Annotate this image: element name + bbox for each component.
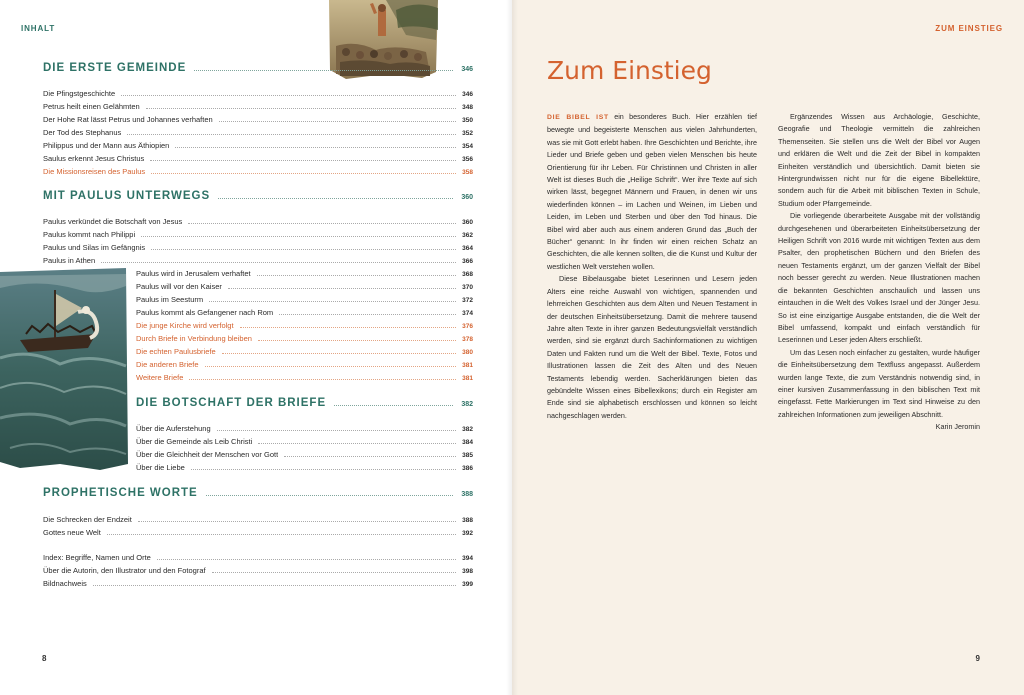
entry-text: Paulus im Seesturm — [136, 295, 204, 304]
entry-text: Petrus heilt einen Gelähmten — [43, 102, 140, 111]
paragraph — [547, 111, 757, 273]
entry-text: Paulus will vor den Kaiser — [136, 282, 222, 291]
leader-dots — [218, 198, 453, 199]
toc-entry[interactable] — [136, 305, 473, 317]
leader-dots — [127, 134, 456, 135]
entry-text: Paulus und Silas im Gefängnis — [43, 243, 146, 252]
author-signature: Karin Jeromin — [935, 422, 980, 432]
leader-dots — [101, 262, 456, 263]
toc-entry[interactable] — [43, 525, 473, 537]
entry-page: 346 — [462, 91, 473, 98]
illustration-ship-storm — [0, 268, 128, 470]
leader-dots — [151, 249, 456, 250]
entry-text: Der Tod des Stephanus — [43, 128, 122, 137]
lead-in: DIE BIBEL IST — [547, 114, 609, 121]
entry-page: 366 — [462, 258, 473, 265]
entry-text: Die Missionsreisen des Paulus — [43, 167, 146, 176]
toc-entry[interactable] — [43, 214, 473, 226]
entry-text: Über die Liebe — [136, 463, 185, 472]
leader-dots — [334, 405, 453, 406]
section-page-number: 388 — [461, 491, 473, 498]
entry-page: 360 — [462, 219, 473, 226]
entry-page: 386 — [462, 465, 473, 472]
running-head-right: ZUM EINSTIEG — [935, 24, 1003, 33]
section-title-text: MIT PAULUS UNTERWEGS — [43, 190, 211, 202]
entry-page: 388 — [462, 517, 473, 524]
toc-entry[interactable] — [43, 138, 473, 150]
toc-entry[interactable] — [136, 357, 473, 369]
entry-page: 385 — [462, 452, 473, 459]
section-title-text: DIE BOTSCHAFT DER BRIEFE — [136, 397, 327, 409]
leader-dots — [151, 173, 456, 174]
entry-page: 368 — [462, 271, 473, 278]
leader-dots — [217, 430, 457, 431]
entry-page: 394 — [462, 555, 473, 562]
entry-page: 382 — [462, 426, 473, 433]
leader-dots — [212, 572, 457, 573]
leader-dots — [93, 585, 456, 586]
page-number-left: 8 — [42, 654, 47, 663]
toc-section-title[interactable] — [136, 393, 473, 409]
entry-text: Paulus wird in Jerusalem verhaftet — [136, 269, 251, 278]
toc-section-title[interactable] — [43, 186, 473, 202]
entry-page: 392 — [462, 530, 473, 537]
leader-dots — [209, 301, 456, 302]
entry-text: Der Hohe Rat lässt Petrus und Johannes verhaften — [43, 115, 213, 124]
leader-dots — [284, 456, 456, 457]
entry-page: 381 — [462, 375, 473, 382]
leader-dots — [240, 327, 457, 328]
entry-page: 356 — [462, 156, 473, 163]
toc-entry[interactable] — [43, 576, 473, 588]
entry-text: Über die Gemeinde als Leib Christi — [136, 437, 253, 446]
leader-dots — [191, 469, 456, 470]
toc-entry[interactable] — [136, 292, 473, 304]
toc-entry[interactable] — [43, 86, 473, 98]
paragraph: Um das Lesen noch einfacher zu gestalten, wurde häufiger die Einheitsübersetzung dem Textfluss angepasst. Außerdem wurden lange Texte, die zum Verständnis notwendig sind, in einer kursiven Zusammenfassung in den biblischen Text mit eingefasst. Fette Markierungen im Text sind Hinweise zu den zahlreichen Informationen zum jeweiligen Abschnitt. — [778, 347, 980, 419]
entry-page: 350 — [462, 117, 473, 124]
entry-page: 381 — [462, 362, 473, 369]
entry-page: 348 — [462, 104, 473, 111]
entry-text: Gottes neue Welt — [43, 528, 101, 537]
entry-page: 380 — [462, 349, 473, 356]
toc-section-title[interactable] — [43, 483, 473, 499]
leader-dots — [188, 223, 456, 224]
leader-dots — [175, 147, 456, 148]
leader-dots — [189, 379, 456, 380]
leader-dots — [228, 288, 456, 289]
leader-dots — [219, 121, 456, 122]
toc-entry[interactable] — [43, 253, 473, 265]
entry-page: 384 — [462, 439, 473, 446]
leader-dots — [222, 353, 457, 354]
entry-page: 376 — [462, 323, 473, 330]
toc-entry[interactable] — [43, 151, 473, 163]
entry-page: 398 — [462, 568, 473, 575]
entry-text: Die anderen Briefe — [136, 360, 199, 369]
entry-text: Weitere Briefe — [136, 373, 184, 382]
entry-text: Saulus erkennt Jesus Christus — [43, 154, 145, 163]
section-title-text: PROPHETISCHE WORTE — [43, 487, 198, 499]
leader-dots — [258, 340, 456, 341]
entry-text: Die echten Paulusbriefe — [136, 347, 216, 356]
entry-text: Die Pfingstgeschichte — [43, 89, 116, 98]
entry-page: 358 — [462, 169, 473, 176]
entry-text: Bildnachweis — [43, 579, 87, 588]
entry-text: Index: Begriffe, Namen und Orte — [43, 553, 151, 562]
entry-page: 354 — [462, 143, 473, 150]
text-column-2 — [778, 111, 980, 434]
section-title-text: DIE ERSTE GEMEINDE — [43, 62, 187, 74]
leader-dots — [138, 521, 456, 522]
toc-entry[interactable] — [136, 421, 473, 433]
leader-dots — [194, 70, 453, 71]
toc-entry[interactable] — [136, 266, 473, 278]
toc-entry[interactable] — [43, 112, 473, 124]
toc-entry[interactable] — [136, 370, 473, 382]
toc-entry[interactable] — [136, 447, 473, 459]
entry-text: Durch Briefe in Verbindung bleiben — [136, 334, 252, 343]
toc-entry[interactable] — [43, 227, 473, 239]
toc-entry[interactable] — [43, 550, 473, 562]
toc-entry[interactable] — [136, 434, 473, 446]
section-page-number: 360 — [461, 194, 473, 201]
toc-entry[interactable] — [136, 344, 473, 356]
page-number-right: 9 — [975, 654, 980, 663]
paragraph: Diese Bibelausgabe bietet Leserinnen und Lesern jeden Alters eine reiche Auswahl von wichtigen, spannenden und lehrreichen Geschichten aus dem Alten und Neuen Testament in der deutschen Einheitsübersetzung. Damit die mehrere tausend Jahre alten Texte in ihrer ganzen Bedeutungsvielfalt verständlich werden, sind sie ergänzt durch Sachinformationen zu wichtigen Daten und Fakten rund um die Welt der Bibel. Texte, Fotos und Illustrationen lassen die Zeit des Alten und des Neuen Testaments lebendig werden. Sacherklärungen bieten das gebündelte Wissen eines Bibellexikons; durch ein Register am Ende sind sie alphabetisch erschlossen und können so leicht nachgeschlagen werden. — [547, 274, 757, 420]
paragraph: Die vorliegende überarbeitete Ausgabe mit der vollständig durchgesehenen und überarbeiteten Einheitsübersetzung der Heiligen Schrift von 2016 wurde mit wichtigen Texten aus dem Psalter, den prophetischen Büchern und den Briefen des neuen Testaments ergänzt, um der ganzen Vielfalt der Bibel noch besser gerecht zu werden. Neue Illustrationen machen die bekannten Geschichten anschaulich und lassen uns eintauchen in die Welt des Volkes Israel und der Jünger Jesu. So ist eine einzigartige Ausgabe entstanden, die die Welt der Bibel umfassend, kompakt und einfach verständlich für Leserinnen und Leser jeden Alters erschließt. — [778, 211, 980, 345]
leader-dots — [206, 495, 454, 496]
entry-text: Paulus kommt als Gefangener nach Rom — [136, 308, 274, 317]
section-page-number: 346 — [461, 66, 473, 73]
entry-text: Paulus kommt nach Philippi — [43, 230, 136, 239]
leader-dots — [121, 95, 456, 96]
entry-text: Über die Autorin, den Illustrator und den Fotograf — [43, 566, 206, 575]
paragraph: Ergänzendes Wissen aus Archäologie, Geschichte, Geografie und Theologie vermitteln die zahlreichen Themenseiten. Sie stellen uns die Welt der Bibel vor Augen und erklären die Welt und die Zeit der Bibel in kompakten Einheiten verständlich und übersichtlich. Damit bieten sie Hintergrundwissen nicht nur für die eigene Bibellektüre, sondern auch für die Arbeit mit biblischen Texten in Schule, Studium oder Pfarrgemeinde. — [778, 112, 980, 208]
toc-entry[interactable] — [43, 563, 473, 575]
paragraph-text: ein besonderes Buch. Hier erzählen tief bewegte und begeisterte Menschen aus vielen Jahrhunderten, was sie mit Gott erlebt haben. Ihre Geschichten und Berichte, ihre Lieder und Briefe geben und geben vielen Menschen bis heute Orientierung für ihr Leben. Für Christinnen und Christen in aller Welt ist dieses Buch die „Heilige Schrift“. Wer ihre Texte auf sich wirken lässt, begegnet Männern und Frauen, in denen wir uns wiederfinden können – im Lachen und Weinen, im Lieben und Leiden, im Leben und Sterben und über den Tod hinaus. Die Bibel wird aber auch aus einem anderen Grund das „Buch der Bücher“ genannt: In ihr finden wir einen reichen Schatz an Geschichten, die alle kennen sollten, die die Kunst und Kultur der westlichen Welt verstehen wollen. — [547, 112, 757, 271]
leader-dots — [141, 236, 456, 237]
entry-page: 362 — [462, 232, 473, 239]
leader-dots — [258, 443, 456, 444]
entry-text: Paulus in Athen — [43, 256, 96, 265]
book-gutter — [506, 0, 518, 695]
entry-page: 370 — [462, 284, 473, 291]
toc-entry[interactable] — [136, 279, 473, 291]
entry-page: 374 — [462, 310, 473, 317]
toc-entry[interactable] — [43, 99, 473, 111]
leader-dots — [257, 275, 457, 276]
entry-text: Über die Gleichheit der Menschen vor Gott — [136, 450, 279, 459]
leader-dots — [107, 534, 456, 535]
text-column-1 — [547, 111, 757, 422]
entry-text: Die junge Kirche wird verfolgt — [136, 321, 234, 330]
toc-entry[interactable] — [136, 460, 473, 472]
leader-dots — [146, 108, 456, 109]
section-page-number: 382 — [461, 401, 473, 408]
toc-entry[interactable] — [136, 318, 473, 330]
leader-dots — [150, 160, 456, 161]
entry-text: Über die Auferstehung — [136, 424, 211, 433]
entry-page: 364 — [462, 245, 473, 252]
leader-dots — [205, 366, 457, 367]
toc-section-title[interactable] — [43, 58, 473, 74]
toc-entry[interactable] — [43, 240, 473, 252]
leader-dots — [279, 314, 456, 315]
entry-page: 372 — [462, 297, 473, 304]
toc-entry[interactable] — [43, 125, 473, 137]
leader-dots — [157, 559, 456, 560]
entry-text: Philippus und der Mann aus Äthiopien — [43, 141, 170, 150]
entry-text: Paulus verkündet die Botschaft von Jesus — [43, 217, 183, 226]
entry-text: Die Schrecken der Endzeit — [43, 515, 132, 524]
toc-entry[interactable] — [43, 164, 473, 176]
entry-page: 378 — [462, 336, 473, 343]
toc-entry[interactable] — [136, 331, 473, 343]
page-title: Zum Einstieg — [547, 56, 712, 85]
entry-page: 399 — [462, 581, 473, 588]
toc-entry[interactable] — [43, 512, 473, 524]
entry-page: 352 — [462, 130, 473, 137]
running-head-left: INHALT — [21, 24, 56, 33]
